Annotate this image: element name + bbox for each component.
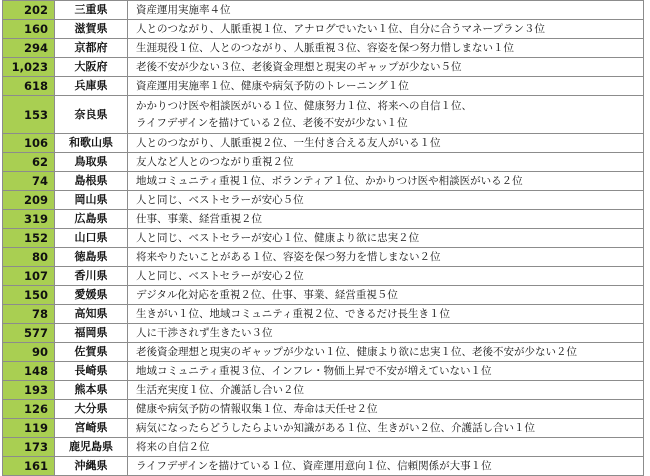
prefecture-name: 山口県 [55,229,128,248]
description-line: 地域コミュニティ重視３位、インフレ・物価上昇で不安が増えていない１位 [136,364,492,377]
respondent-count: 202 [3,1,55,20]
table-row [3,438,644,457]
table-row [3,286,644,305]
table-row [3,381,644,400]
ranking-description [128,362,644,381]
description-line: 人と同じ、ベストセラーが安心２位 [136,269,304,282]
description-line: 資産運用実施率４位 [136,3,231,16]
respondent-count: 90 [3,343,55,362]
ranking-description [128,286,644,305]
description-line: 生涯現役１位、人とのつながり、人脈重視３位、容姿を保つ努力惜しまない１位 [136,41,514,54]
ranking-description [128,210,644,229]
prefecture-name: 沖縄県 [55,457,128,476]
prefecture-name: 大分県 [55,400,128,419]
respondent-count: 62 [3,153,55,172]
description-line: 老後資金理想と現実のギャップが少ない１位、健康より欲に忠実１位、老後不安が少ない２位 [136,345,577,358]
prefecture-table [2,0,644,476]
ranking-description [128,191,644,210]
description-line: 仕事、事業、経営重視２位 [136,212,262,225]
description-line: 人とのつながり、人脈重視１位、アナログでいたい１位、自分に合うマネープラン３位 [136,22,545,35]
description-line: 将来の自信２位 [136,440,210,453]
table-row [3,457,644,476]
ranking-description [128,267,644,286]
respondent-count: 294 [3,39,55,58]
prefecture-name: 佐賀県 [55,343,128,362]
prefecture-name: 和歌山県 [55,134,128,153]
description-line: ライフデザインを描けている１位、資産運用意向１位、信頼関係が大事１位 [136,459,492,472]
ranking-description [128,172,644,191]
ranking-description [128,381,644,400]
respondent-count: 74 [3,172,55,191]
description-line: 病気になったらどうしたらよいか知識がある１位、生きがい２位、介護話し合い１位 [136,421,535,434]
ranking-description [128,134,644,153]
table-row [3,362,644,381]
respondent-count: 126 [3,400,55,419]
prefecture-name: 鳥取県 [55,153,128,172]
prefecture-name: 香川県 [55,267,128,286]
prefecture-name: 島根県 [55,172,128,191]
ranking-description [128,96,644,134]
respondent-count: 160 [3,20,55,39]
table-row [3,58,644,77]
prefecture-name: 熊本県 [55,381,128,400]
prefecture-name: 京都府 [55,39,128,58]
ranking-description [128,438,644,457]
ranking-description [128,229,644,248]
table-row [3,343,644,362]
description-line: 人と同じ、ベストセラーが安心１位、健康より欲に忠実２位 [136,231,420,244]
table-row [3,77,644,96]
description-line: 人に干渉されず生きたい３位 [136,326,273,339]
respondent-count: 107 [3,267,55,286]
prefecture-name: 兵庫県 [55,77,128,96]
description-line: 生活充実度１位、介護話し合い２位 [136,383,304,396]
ranking-description [128,343,644,362]
prefecture-name: 大阪府 [55,58,128,77]
table-row [3,153,644,172]
table-row [3,134,644,153]
respondent-count: 1,023 [3,58,55,77]
table-row [3,172,644,191]
prefecture-name: 高知県 [55,305,128,324]
respondent-count: 173 [3,438,55,457]
description-line: 人と同じ、ベストセラーが安心５位 [136,193,304,206]
ranking-description [128,39,644,58]
table-row [3,191,644,210]
respondent-count: 148 [3,362,55,381]
respondent-count: 161 [3,457,55,476]
prefecture-name: 長崎県 [55,362,128,381]
table-row [3,305,644,324]
prefecture-name: 徳島県 [55,248,128,267]
prefecture-name: 宮崎県 [55,419,128,438]
ranking-description [128,324,644,343]
respondent-count: 153 [3,96,55,134]
respondent-count: 618 [3,77,55,96]
ranking-description [128,77,644,96]
ranking-description [128,153,644,172]
prefecture-name: 岡山県 [55,191,128,210]
respondent-count: 152 [3,229,55,248]
prefecture-name: 鹿児島県 [55,438,128,457]
description-line: 地域コミュニティ重視１位、ボランティア１位、かかりつけ医や相談医がいる２位 [136,174,523,187]
description-line: ライフデザインを描けている２位、老後不安が少ない１位 [136,116,408,129]
prefecture-name: 奈良県 [55,96,128,134]
respondent-count: 150 [3,286,55,305]
ranking-description [128,457,644,476]
table-row [3,229,644,248]
ranking-description [128,248,644,267]
description-line: 健康や病気予防の情報収集１位、寿命は天任せ２位 [136,402,378,415]
table-row [3,96,644,134]
table-row [3,1,644,20]
ranking-description [128,20,644,39]
respondent-count: 319 [3,210,55,229]
respondent-count: 106 [3,134,55,153]
ranking-description [128,305,644,324]
prefecture-name: 愛媛県 [55,286,128,305]
respondent-count: 78 [3,305,55,324]
table-row [3,248,644,267]
description-line: 人とのつながり、人脈重視２位、一生付き合える友人がいる１位 [136,136,441,149]
prefecture-name: 福岡県 [55,324,128,343]
ranking-description [128,58,644,77]
respondent-count: 193 [3,381,55,400]
table-row [3,210,644,229]
table-row [3,39,644,58]
description-line: 友人など人とのつながり重視２位 [136,155,294,168]
table-row [3,419,644,438]
prefecture-name: 広島県 [55,210,128,229]
description-line: かかりつけ医や相談医がいる１位、健康努力１位、将来への自信１位、 [136,99,472,112]
respondent-count: 577 [3,324,55,343]
description-line: 老後不安が少ない３位、老後資金理想と現実のギャップが少ない５位 [136,60,462,73]
prefecture-name: 三重県 [55,1,128,20]
description-line: 資産運用実施率１位、健康や病気予防のトレーニング１位 [136,79,409,92]
table-row [3,324,644,343]
table-row [3,267,644,286]
ranking-description [128,400,644,419]
respondent-count: 119 [3,419,55,438]
prefecture-name: 滋賀県 [55,20,128,39]
respondent-count: 80 [3,248,55,267]
table-row [3,20,644,39]
ranking-description [128,1,644,20]
description-line: 将来やりたいことがある１位、容姿を保つ努力を惜しまない２位 [136,250,441,263]
ranking-description [128,419,644,438]
table-row [3,400,644,419]
description-line: デジタル化対応を重視２位、仕事、事業、経営重視５位 [136,288,398,301]
respondent-count: 209 [3,191,55,210]
description-line: 生きがい１位、地域コミュニティ重視２位、できるだけ長生き１位 [136,307,450,320]
